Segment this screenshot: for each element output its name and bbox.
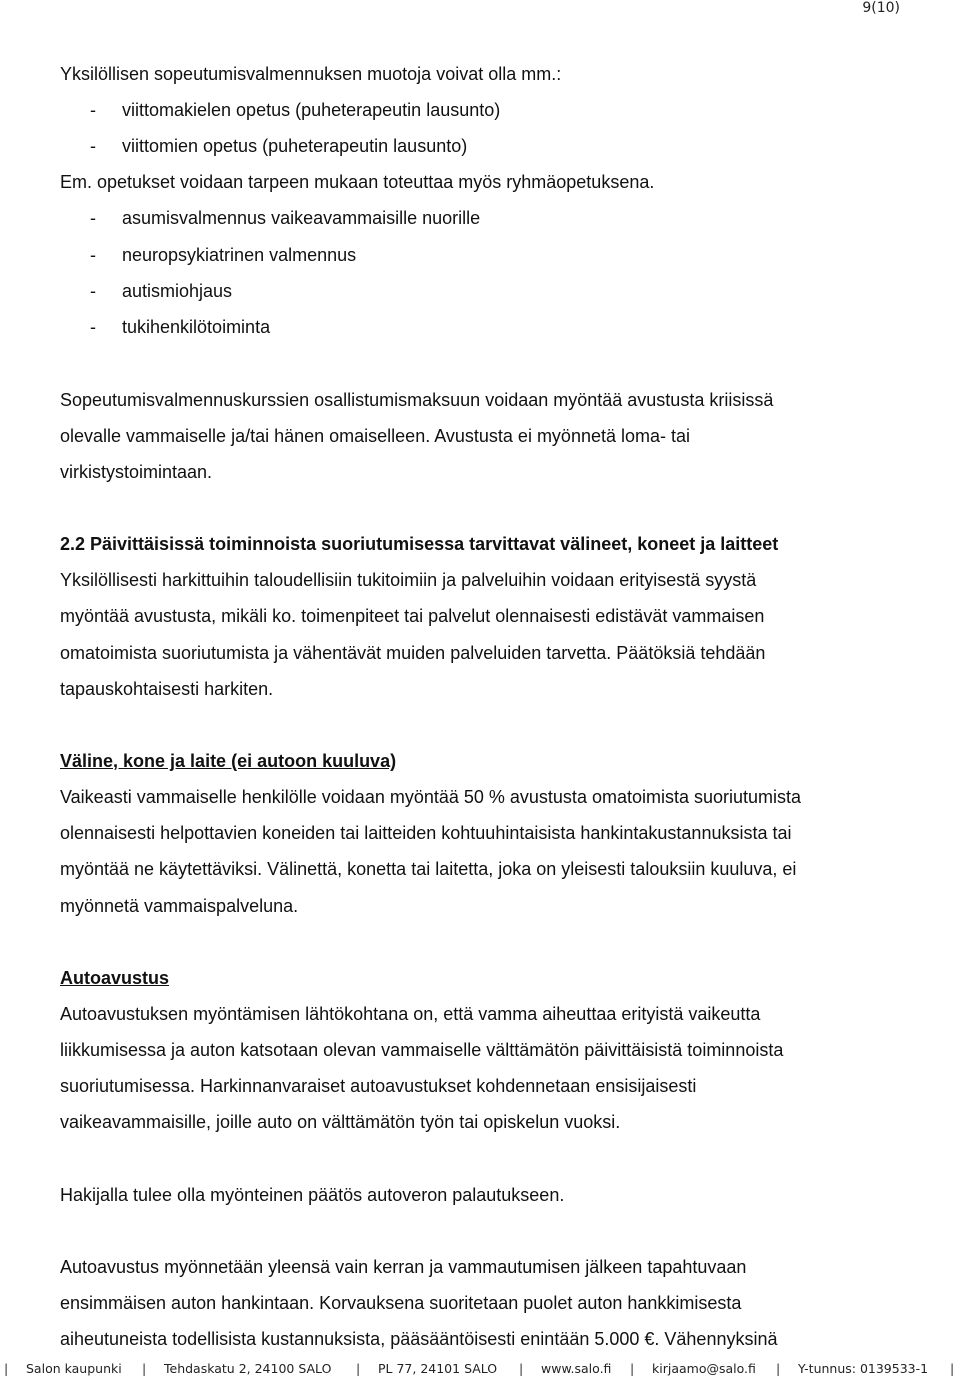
paragraph-line: olennaisesti helpottavien koneiden tai laitteiden kohtuuhintaisista hankintakustannuksista tai: [60, 823, 792, 843]
paragraph-line: suoriutumisessa. Harkinnanvaraiset autoavustukset kohdennetaan ensisijaisesti: [60, 1076, 697, 1096]
subsection-heading: Autoavustus: [60, 968, 170, 988]
list-item-text: tukihenkilötoiminta: [122, 317, 271, 337]
footer-separator: |: [776, 1361, 781, 1376]
paragraph-line: Hakijalla tulee olla myönteinen päätös autoveron palautukseen.: [60, 1185, 565, 1205]
footer-separator: |: [950, 1361, 955, 1376]
page-footer: [0, 1358, 960, 1378]
list-item: [90, 135, 467, 157]
paragraph-line: Sopeutumisvalmennuskurssien osallistumismaksuun voidaan myöntää avustusta kriisissä: [60, 390, 774, 410]
paragraph-line: virkistystoimintaan.: [60, 462, 213, 482]
bullet-dash: -: [90, 281, 96, 301]
em-note: Em. opetukset voidaan tarpeen mukaan toteuttaa myös ryhmäopetuksena.: [60, 172, 655, 192]
paragraph-line: myöntää avustusta, mikäli ko. toimenpiteet tai palvelut olennaisesti edistävät vammaisen: [60, 606, 765, 626]
section-heading: 2.2 Päivittäisissä toiminnoista suoriutumisessa tarvittavat välineet, koneet ja laitteet: [60, 534, 779, 554]
list-item: [90, 280, 232, 302]
list-item-text: autismiohjaus: [122, 281, 233, 301]
paragraph-line: omatoimista suoriutumista ja vähentävät muiden palveluiden tarvetta. Päätöksiä tehdään: [60, 643, 766, 663]
paragraph-line: ensimmäisen auton hankintaan. Korvauksena suoritetaan puolet auton hankkimisesta: [60, 1293, 742, 1313]
footer-address: Tehdaskatu 2, 24100 SALO: [164, 1361, 332, 1376]
footer-separator: |: [630, 1361, 635, 1376]
paragraph-line: vaikeavammaisille, joille auto on välttämätön työn tai opiskelun vuoksi.: [60, 1112, 621, 1132]
footer-email-link[interactable]: kirjaamo@salo.fi: [652, 1361, 756, 1376]
paragraph-line: Autoavustus myönnetään yleensä vain kerran ja vammautumisen jälkeen tapahtuvaan: [60, 1257, 747, 1277]
paragraph-line: olevalle vammaiselle ja/tai hänen omaiselleen. Avustusta ei myönnetä loma- tai: [60, 426, 691, 446]
bullet-dash: -: [90, 317, 96, 337]
footer-separator: |: [4, 1361, 9, 1376]
paragraph-line: liikkumisessa ja auton katsotaan olevan vammaiselle välttämätön päivittäisistä toiminnoista: [60, 1040, 784, 1060]
subsection-heading: Väline, kone ja laite (ei autoon kuuluva): [60, 751, 397, 771]
footer-pobox: PL 77, 24101 SALO: [378, 1361, 498, 1376]
footer-separator: |: [356, 1361, 361, 1376]
intro-text: Yksilöllisen sopeutumisvalmennuksen muotoja voivat olla mm.:: [60, 64, 562, 84]
list-item-text: asumisvalmennus vaikeavammaisille nuorille: [122, 208, 481, 228]
paragraph-line: myönnetä vammaispalveluna.: [60, 896, 299, 916]
list-item-text: neuropsykiatrinen valmennus: [122, 245, 357, 265]
paragraph-line: aiheutuneista todellisista kustannuksista, pääsääntöisesti enintään 5.000 €. Vähennyksinä: [60, 1329, 778, 1349]
paragraph-line: myöntää ne käytettäviksi. Välinettä, konetta tai laitetta, joka on yleisesti talouksiin kuuluva, ei: [60, 859, 797, 879]
paragraph-line: Vaikeasti vammaiselle henkilölle voidaan myöntää 50 % avustusta omatoimista suoriutumista: [60, 787, 802, 807]
list-item-text: viittomien opetus (puheterapeutin lausunto): [122, 136, 468, 156]
footer-ytunnus: Y-tunnus: 0139533-1: [798, 1361, 929, 1376]
footer-org: Salon kaupunki: [26, 1361, 122, 1376]
paragraph-line: tapauskohtaisesti harkiten.: [60, 679, 274, 699]
footer-separator: |: [519, 1361, 524, 1376]
bullet-dash: -: [90, 100, 96, 120]
paragraph-line: Autoavustuksen myöntämisen lähtökohtana on, että vamma aiheuttaa erityistä vaikeutta: [60, 1004, 761, 1024]
bullet-dash: -: [90, 208, 96, 228]
list-item: [90, 207, 480, 229]
bullet-dash: -: [90, 245, 96, 265]
list-item: [90, 316, 270, 338]
footer-web-link[interactable]: www.salo.fi: [541, 1361, 612, 1376]
list-item: [90, 244, 356, 266]
bullet-dash: -: [90, 136, 96, 156]
list-item-text: viittomakielen opetus (puheterapeutin lausunto): [122, 100, 501, 120]
list-item: [90, 99, 500, 121]
page-number: 9(10): [862, 0, 900, 16]
paragraph-line: Yksilöllisesti harkittuihin taloudellisiin tukitoimiin ja palveluihin voidaan erityisestä syystä: [60, 570, 757, 590]
footer-separator: |: [142, 1361, 147, 1376]
